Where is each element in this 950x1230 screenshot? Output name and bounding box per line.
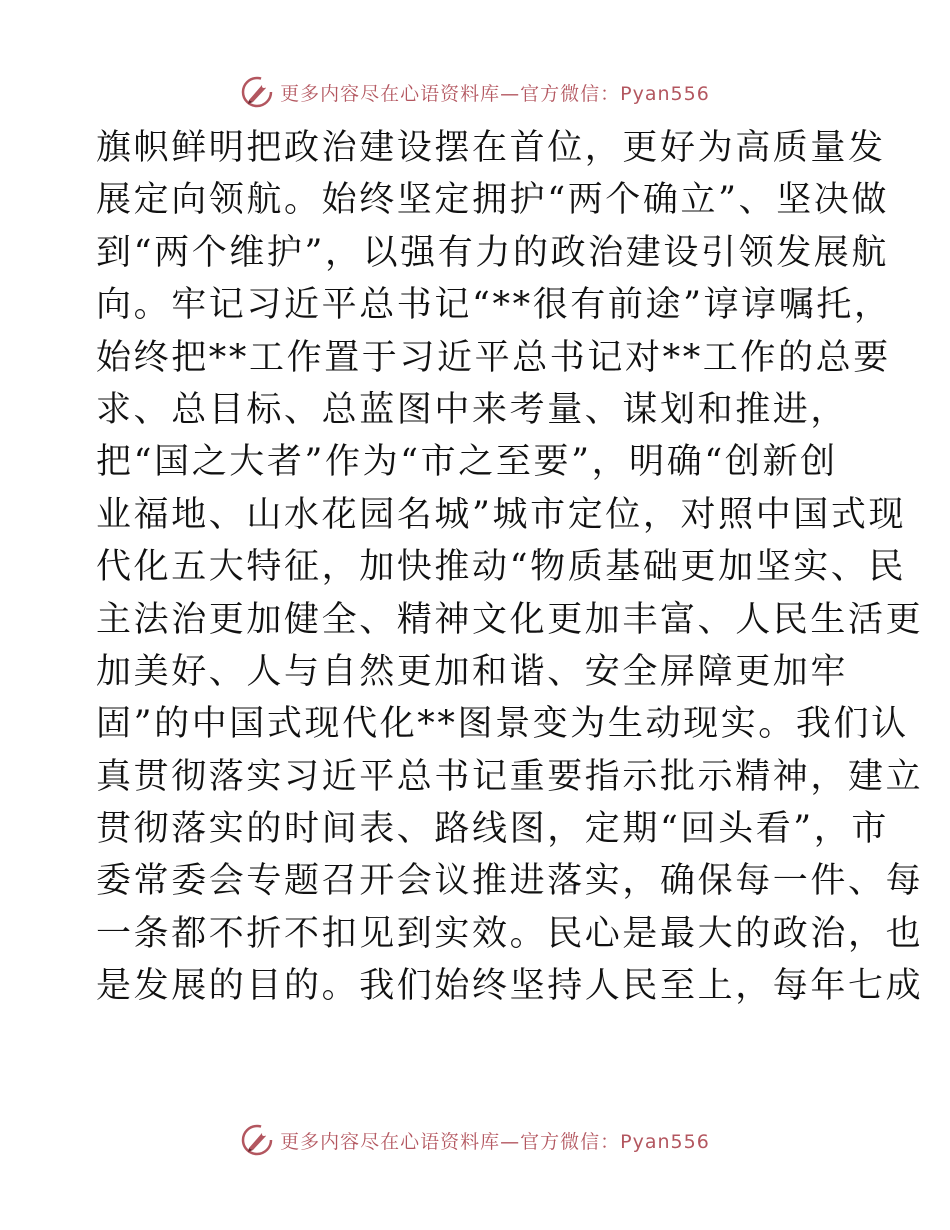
paragraph-line: 一条都不折不扣见到实效。民心是最大的政治，也	[96, 913, 924, 954]
pen-logo-icon	[240, 75, 274, 109]
document-body	[96, 122, 924, 1013]
header-watermark	[0, 72, 950, 112]
watermark-text: 更多内容尽在心语资料库—官方微信：Pyan556	[280, 82, 710, 105]
paragraph-line: 把“国之大者”作为“市之至要”，明确“创新创	[96, 442, 838, 483]
paragraph-line: 求、总目标、总蓝图中来考量、谋划和推进，	[96, 389, 849, 430]
watermark-text: 更多内容尽在心语资料库—官方微信：Pyan556	[280, 1130, 710, 1153]
paragraph-line: 加美好、人与自然更加和谐、安全屏障更加牢	[96, 651, 849, 692]
paragraph-line: 展定向领航。始终坚定拥护“两个确立”、坚决做	[96, 180, 889, 221]
pen-logo-icon	[240, 1123, 274, 1157]
paragraph-line: 主法治更加健全、精神文化更加丰富、人民生活更	[96, 599, 924, 640]
paragraph-line: 到“两个维护”，以强有力的政治建设引领发展航	[96, 232, 889, 273]
paragraph-line: 始终把**工作置于习近平总书记对**工作的总要	[96, 337, 891, 378]
paragraph-line: 旗帜鲜明把政治建设摆在首位，更好为高质量发	[96, 128, 886, 168]
paragraph-line: 代化五大特征，加快推动“物质基础更加坚实、民	[96, 547, 907, 588]
paragraph-line: 固”的中国式现代化**图景变为生动现实。我们认	[96, 704, 909, 745]
paragraph-line: 业福地、山水花园名城”城市定位，对照中国式现	[96, 494, 907, 535]
paragraph-line: 是发展的目的。我们始终坚持人民至上，每年七成	[96, 966, 924, 1007]
paragraph-line: 贯彻落实的时间表、路线图，定期“回头看”，市	[96, 809, 889, 850]
footer-watermark	[0, 1120, 950, 1160]
paragraph-line: 向。牢记习近平总书记“**很有前途”谆谆嘱托，	[96, 285, 892, 326]
paragraph-line: 真贯彻落实习近平总书记重要指示批示精神，建立	[96, 756, 924, 797]
paragraph-line: 委常委会专题召开会议推进落实，确保每一件、每	[96, 861, 924, 902]
